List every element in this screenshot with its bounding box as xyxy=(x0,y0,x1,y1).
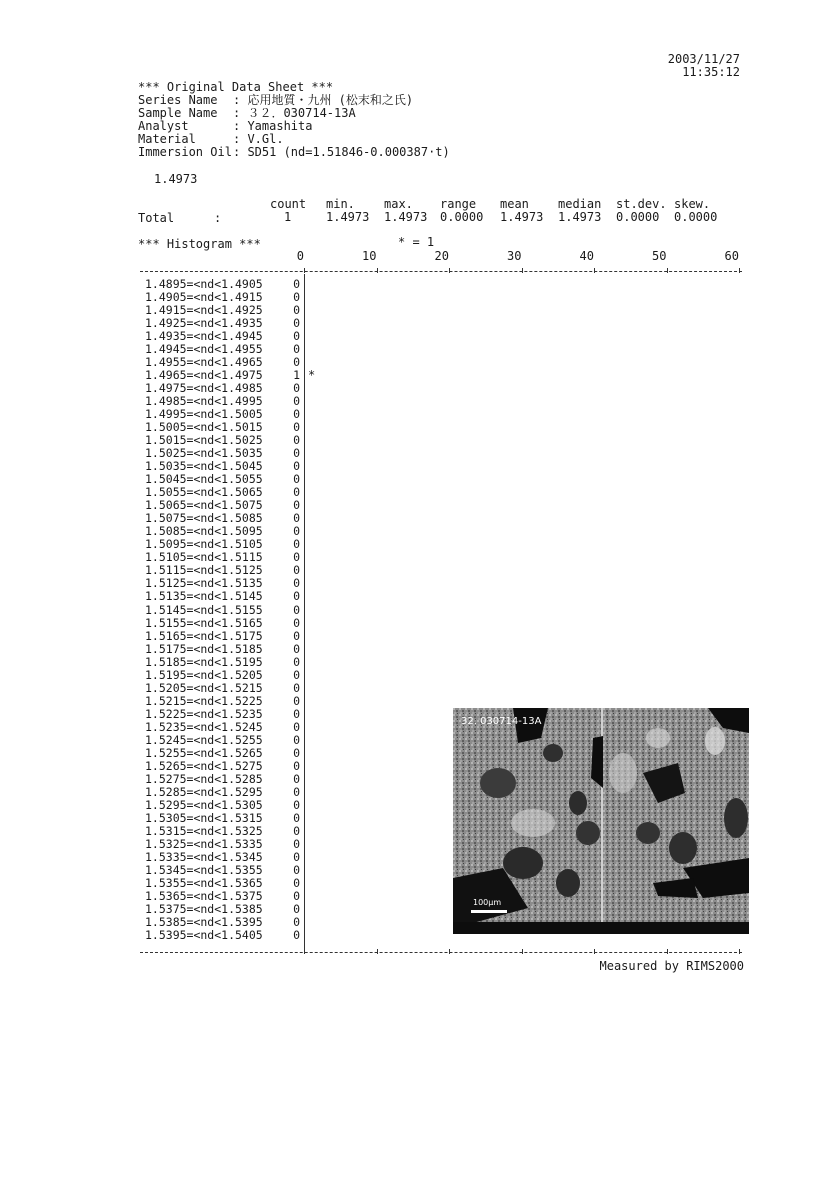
bin-label: 1.5005=<nd<1.5015 xyxy=(145,420,263,435)
stats-header: st.dev. xyxy=(616,197,667,211)
bin-label: 1.4935=<nd<1.4945 xyxy=(145,329,263,344)
stats-row-sep: : xyxy=(214,211,222,225)
axis-tick-label: 20 xyxy=(434,249,449,263)
bin-count: 0 xyxy=(293,563,300,578)
stats-value: 1 xyxy=(284,210,292,224)
field-value: : ３２．030714-13A xyxy=(233,106,356,120)
bin-label: 1.5345=<nd<1.5355 xyxy=(145,862,263,877)
bin-count: 0 xyxy=(293,875,300,890)
field-value: : SD51 (nd=1.51846-0.000387·t) xyxy=(233,145,450,159)
bin-label: 1.5145=<nd<1.5155 xyxy=(145,602,263,617)
axis-tick-label: 10 xyxy=(362,249,377,263)
scale-bar-label: 100μm xyxy=(473,898,502,907)
stats-header: min. xyxy=(326,197,355,211)
bin-label: 1.4915=<nd<1.4925 xyxy=(145,303,263,318)
bin-count: 0 xyxy=(293,706,300,721)
histogram-zero-axis xyxy=(304,274,305,949)
bin-label: 1.5325=<nd<1.5335 xyxy=(145,836,263,851)
bin-count: 0 xyxy=(293,771,300,786)
bin-count: 0 xyxy=(293,732,300,747)
histogram-title: *** Histogram *** xyxy=(138,237,261,251)
bin-count: 0 xyxy=(293,459,300,474)
bin-count: 0 xyxy=(293,511,300,526)
axis-tick xyxy=(739,268,740,273)
bin-count: 1 xyxy=(293,368,300,383)
field-value: : 応用地質・九州 (松末和之氏) xyxy=(233,93,414,107)
bin-label: 1.5065=<nd<1.5075 xyxy=(145,498,263,513)
bin-label: 1.4995=<nd<1.5005 xyxy=(145,407,263,422)
bin-count: 0 xyxy=(293,888,300,903)
bin-count: 0 xyxy=(293,901,300,916)
bin-label: 1.5285=<nd<1.5295 xyxy=(145,784,263,799)
stats-value: 1.4973 xyxy=(558,210,602,224)
bin-label: 1.5355=<nd<1.5365 xyxy=(145,875,263,890)
bin-count: 0 xyxy=(293,745,300,760)
field-label: Series Name xyxy=(138,93,218,107)
bin-count: 0 xyxy=(293,303,300,318)
axis-tick xyxy=(522,949,523,954)
bin-label: 1.5175=<nd<1.5185 xyxy=(145,641,263,656)
stats-header: count xyxy=(270,197,307,211)
stats-table xyxy=(0,198,827,228)
bin-count: 0 xyxy=(293,355,300,370)
bin-label: 1.5245=<nd<1.5255 xyxy=(145,732,263,747)
bin-label: 1.4925=<nd<1.4935 xyxy=(145,316,263,331)
bin-count: 0 xyxy=(293,342,300,357)
axis-tick xyxy=(522,268,523,273)
bin-label: 1.5295=<nd<1.5305 xyxy=(145,797,263,812)
axis-tick-label: 50 xyxy=(652,249,667,263)
bin-label: 1.5135=<nd<1.5145 xyxy=(145,589,263,604)
bin-count: 0 xyxy=(293,836,300,851)
bin-label: 1.5365=<nd<1.5375 xyxy=(145,888,263,903)
bin-label: 1.5035=<nd<1.5045 xyxy=(145,459,263,474)
bin-label: 1.4985=<nd<1.4995 xyxy=(145,394,263,409)
stats-header: max. xyxy=(384,197,413,211)
measured-value: 1.4973 xyxy=(154,172,198,186)
bin-count: 0 xyxy=(293,537,300,552)
axis-top-rule xyxy=(140,271,742,272)
bin-count: 0 xyxy=(293,758,300,773)
bin-count: 0 xyxy=(293,498,300,513)
bin-label: 1.5395=<nd<1.5405 xyxy=(145,928,263,942)
measured-by: Measured by RIMS2000 xyxy=(599,959,744,973)
bin-label: 1.4905=<nd<1.4915 xyxy=(145,290,263,305)
photo-caption: 32. 030714-13A xyxy=(461,716,542,727)
stats-header: mean xyxy=(500,197,529,211)
axis-tick xyxy=(739,949,740,954)
field-label: Sample Name xyxy=(138,106,218,120)
bin-label: 1.5165=<nd<1.5175 xyxy=(145,628,263,643)
bin-label: 1.5095=<nd<1.5105 xyxy=(145,537,263,552)
axis-tick-label: 30 xyxy=(507,249,522,263)
bin-count: 0 xyxy=(293,485,300,500)
bin-count: 0 xyxy=(293,420,300,435)
bin-label: 1.5115=<nd<1.5125 xyxy=(145,563,263,578)
bin-label: 1.4965=<nd<1.4975 xyxy=(145,368,263,383)
stats-header: range xyxy=(440,197,477,211)
bin-count: 0 xyxy=(293,602,300,617)
bin-count: 0 xyxy=(293,524,300,539)
bin-count: 0 xyxy=(293,316,300,331)
bin-count: 0 xyxy=(293,394,300,409)
bin-count: 0 xyxy=(293,576,300,591)
bin-count: 0 xyxy=(293,784,300,799)
bin-count: 0 xyxy=(293,849,300,864)
print-date: 2003/11/27 xyxy=(667,52,740,66)
axis-tick-label: 60 xyxy=(724,249,739,263)
bin-count: 0 xyxy=(293,628,300,643)
bin-label: 1.5085=<nd<1.5095 xyxy=(145,524,263,539)
bin-label: 1.5265=<nd<1.5275 xyxy=(145,758,263,773)
bin-count: 0 xyxy=(293,615,300,630)
axis-tick xyxy=(377,268,378,273)
bin-count: 0 xyxy=(293,667,300,682)
bin-count: 0 xyxy=(293,654,300,669)
bin-label: 1.5335=<nd<1.5345 xyxy=(145,849,263,864)
stats-value: 1.4973 xyxy=(384,210,428,224)
bin-count: 0 xyxy=(293,472,300,487)
bin-label: 1.5205=<nd<1.5215 xyxy=(145,680,263,695)
field-row xyxy=(138,146,450,159)
bin-label: 1.5125=<nd<1.5135 xyxy=(145,576,263,591)
axis-tick xyxy=(667,949,668,954)
bin-label: 1.5315=<nd<1.5325 xyxy=(145,823,263,838)
axis-tick xyxy=(667,268,668,273)
bin-label: 1.5105=<nd<1.5115 xyxy=(145,550,263,565)
bin-count: 0 xyxy=(293,810,300,825)
bin-count: 0 xyxy=(293,277,300,291)
axis-tick xyxy=(304,949,305,954)
axis-tick xyxy=(377,949,378,954)
field-value: : Yamashita xyxy=(233,119,313,133)
bin-label: 1.5015=<nd<1.5025 xyxy=(145,433,263,448)
bin-label: 1.5375=<nd<1.5385 xyxy=(145,901,263,916)
axis-tick xyxy=(449,949,450,954)
scale-bar xyxy=(471,910,507,913)
sheet-title: *** Original Data Sheet *** xyxy=(138,80,334,94)
bin-label: 1.5215=<nd<1.5225 xyxy=(145,693,263,708)
bin-count: 0 xyxy=(293,719,300,734)
bin-count: 0 xyxy=(293,862,300,877)
bin-count: 0 xyxy=(293,407,300,422)
micrograph-photo xyxy=(453,708,749,934)
bin-label: 1.5255=<nd<1.5265 xyxy=(145,745,263,760)
bin-count: 0 xyxy=(293,680,300,695)
stats-value: 1.4973 xyxy=(326,210,370,224)
bin-label: 1.5045=<nd<1.5055 xyxy=(145,472,263,487)
bin-count: 0 xyxy=(293,693,300,708)
stats-value: 0.0000 xyxy=(440,210,484,224)
bin-label: 1.4975=<nd<1.4985 xyxy=(145,381,263,396)
stats-header: skew. xyxy=(674,197,711,211)
stats-header: median xyxy=(558,197,602,211)
stats-value: 1.4973 xyxy=(500,210,544,224)
bin-count: 0 xyxy=(293,928,300,942)
axis-tick-label: 40 xyxy=(579,249,594,263)
bin-label: 1.5155=<nd<1.5165 xyxy=(145,615,263,630)
bin-count: 0 xyxy=(293,550,300,565)
bin-label: 1.5305=<nd<1.5315 xyxy=(145,810,263,825)
bin-count: 0 xyxy=(293,446,300,461)
stats-value: 0.0000 xyxy=(616,210,660,224)
axis-tick xyxy=(304,268,305,273)
axis-bottom-rule xyxy=(140,952,742,953)
bin-label: 1.5075=<nd<1.5085 xyxy=(145,511,263,526)
bin-label: 1.5025=<nd<1.5035 xyxy=(145,446,263,461)
bin-count: 0 xyxy=(293,823,300,838)
bin-label: 1.5275=<nd<1.5285 xyxy=(145,771,263,786)
bin-label: 1.5385=<nd<1.5395 xyxy=(145,914,263,929)
bin-count: 0 xyxy=(293,290,300,305)
bin-label: 1.5055=<nd<1.5065 xyxy=(145,485,263,500)
axis-tick-label: 0 xyxy=(296,249,304,263)
bin-label: 1.4955=<nd<1.4965 xyxy=(145,355,263,370)
bin-count: 0 xyxy=(293,641,300,656)
bin-label: 1.5195=<nd<1.5205 xyxy=(145,667,263,682)
bin-count: 0 xyxy=(293,433,300,448)
stats-value: 0.0000 xyxy=(674,210,718,224)
axis-tick xyxy=(594,268,595,273)
axis-tick xyxy=(594,949,595,954)
bin-count: 0 xyxy=(293,381,300,396)
bin-count: 0 xyxy=(293,914,300,929)
bin-count: 0 xyxy=(293,589,300,604)
bin-label: 1.5225=<nd<1.5235 xyxy=(145,706,263,721)
field-value: : V.Gl. xyxy=(233,132,284,146)
print-time: 11:35:12 xyxy=(682,65,740,79)
field-label: Material xyxy=(138,132,196,146)
bin-label: 1.4945=<nd<1.4955 xyxy=(145,342,263,357)
bin-count: 0 xyxy=(293,797,300,812)
bin-label: 1.5235=<nd<1.5245 xyxy=(145,719,263,734)
stats-row-label: Total xyxy=(138,211,175,225)
field-label: Analyst xyxy=(138,119,189,133)
bin-count: 0 xyxy=(293,329,300,344)
field-label: Immersion Oil xyxy=(138,145,232,159)
axis-tick xyxy=(449,268,450,273)
bin-bar: * xyxy=(308,368,316,383)
histogram-scale-note: * = 1 xyxy=(398,235,435,249)
bin-label: 1.5185=<nd<1.5195 xyxy=(145,654,263,669)
bin-label: 1.4895=<nd<1.4905 xyxy=(145,277,263,291)
